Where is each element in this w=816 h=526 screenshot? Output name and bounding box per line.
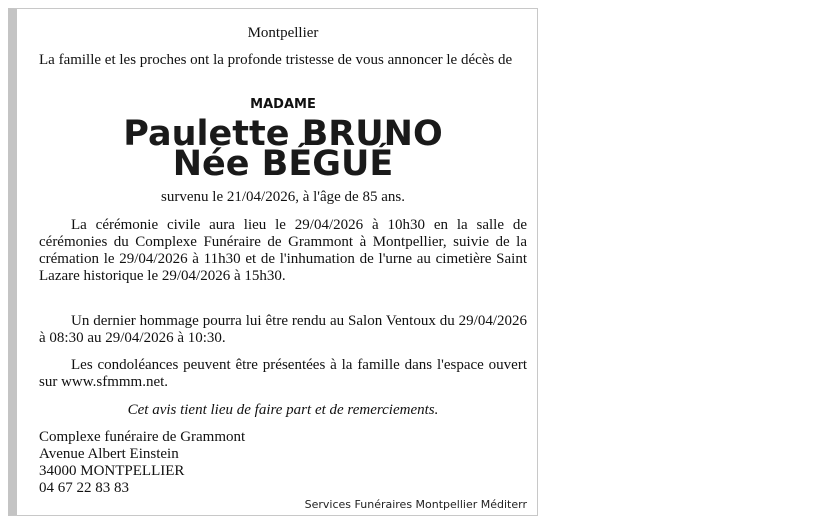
funeral-home-address [39, 429, 527, 497]
address-line: Complexe funéraire de Grammont [39, 429, 246, 445]
address-line: Avenue Albert Einstein [39, 446, 179, 462]
ceremony-paragraph: La cérémonie civile aura lieu le 29/04/2026 à 10h30 en la salle de cérémonies du Complexe Funéraire de Grammont à Montpellier, suivie de la crémation le 29/04/2026 à 11h30 et de l'inhumation de l'urne au cimetière Saint Lazare historique le 29/04/2026 à 15h30. [39, 217, 527, 284]
closing-line: Cet avis tient lieu de faire part et de remerciements. [127, 402, 439, 418]
condolences-paragraph: Les condoléances peuvent être présentées à la famille dans l'espace ouvert sur www.sfmmm.net. [39, 357, 527, 390]
deceased-name-line: Paulette BRUNO [123, 114, 443, 154]
phone-number: 04 67 22 83 83 [39, 480, 129, 496]
notice-intro: La famille et les proches ont la profonde tristesse de vous annoncer le décès de [39, 52, 513, 68]
address-line: 34000 MONTPELLIER [39, 463, 185, 479]
deceased-maiden-name: Née BÉGUÉ [172, 144, 394, 184]
deceased-name [39, 114, 527, 184]
notice-footer: Services Funéraires Montpellier Méditerr [304, 498, 527, 511]
obituary-notice [8, 8, 538, 516]
notice-city: Montpellier [247, 25, 319, 41]
tribute-paragraph: Un dernier hommage pourra lui être rendu au Salon Ventoux du 29/04/2026 à 08:30 au 29/04/2026 à 10:30. [39, 313, 527, 346]
notice-honorific: MADAME [250, 97, 316, 112]
death-date: survenu le 21/04/2026, à l'âge de 85 ans. [161, 189, 405, 205]
